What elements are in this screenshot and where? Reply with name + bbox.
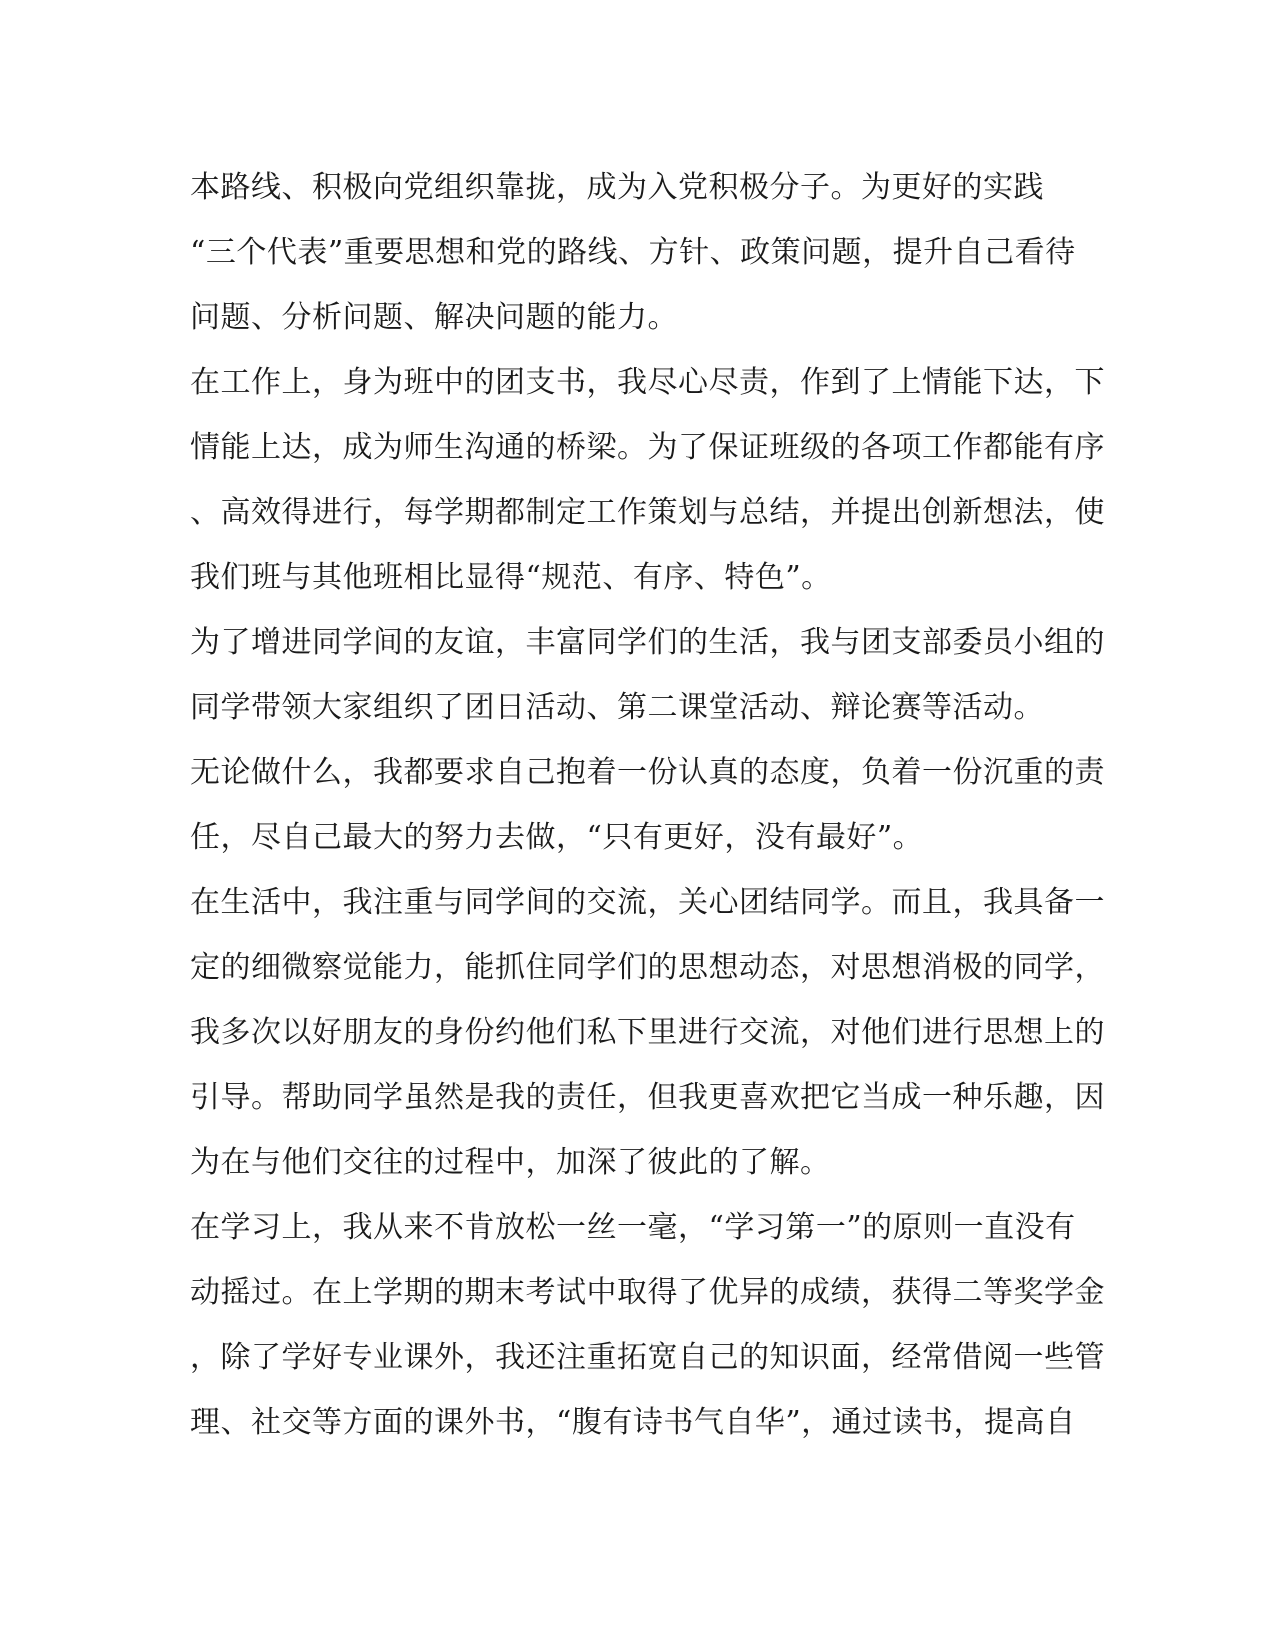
text-line: 理、社交等方面的课外书，“腹有诗书气自华”，通过读书，提高自 (190, 1405, 1076, 1440)
text-line: 为在与他们交往的过程中，加深了彼此的了解。 (190, 1145, 831, 1180)
text-line: 我多次以好朋友的身份约他们私下里进行交流，对他们进行思想上的 (190, 1015, 1105, 1050)
text-line: 定的细微察觉能力，能抓住同学们的思想动态，对思想消极的同学， (190, 950, 1105, 985)
text-line: 在生活中，我注重与同学间的交流，关心团结同学。而且，我具备一 (190, 885, 1105, 920)
text-line: 情能上达，成为师生沟通的桥梁。为了保证班级的各项工作都能有序 (190, 430, 1105, 465)
text-line: 本路线、积极向党组织靠拢，成为入党积极分子。为更好的实践 (190, 170, 1044, 205)
text-line: 动摇过。在上学期的期末考试中取得了优异的成绩，获得二等奖学金 (190, 1275, 1105, 1310)
text-line: 引导。帮助同学虽然是我的责任，但我更喜欢把它当成一种乐趣，因 (190, 1080, 1105, 1115)
text-line: ，除了学好专业课外，我还注重拓宽自己的知识面，经常借阅一些管 (190, 1340, 1105, 1375)
body-text (190, 155, 1105, 1455)
text-line: 、高效得进行，每学期都制定工作策划与总结，并提出创新想法，使 (190, 495, 1105, 530)
text-line: “三个代表”重要思想和党的路线、方针、政策问题，提升自己看待 (190, 235, 1076, 270)
text-line: 在工作上，身为班中的团支书，我尽心尽责，作到了上情能下达，下 (190, 365, 1105, 400)
text-line: 我们班与其他班相比显得“规范、有序、特色”。 (190, 560, 832, 595)
text-line: 在学习上，我从来不肯放松一丝一毫，“学习第一”的原则一直没有 (190, 1210, 1076, 1245)
text-line: 问题、分析问题、解决问题的能力。 (190, 300, 678, 335)
text-line: 任，尽自己最大的努力去做，“只有更好，没有最好”。 (190, 820, 924, 855)
text-line: 同学带领大家组织了团日活动、第二课堂活动、辩论赛等活动。 (190, 690, 1044, 725)
text-line: 为了增进同学间的友谊，丰富同学们的生活，我与团支部委员小组的 (190, 625, 1105, 660)
text-line: 无论做什么，我都要求自己抱着一份认真的态度，负着一份沉重的责 (190, 755, 1105, 790)
